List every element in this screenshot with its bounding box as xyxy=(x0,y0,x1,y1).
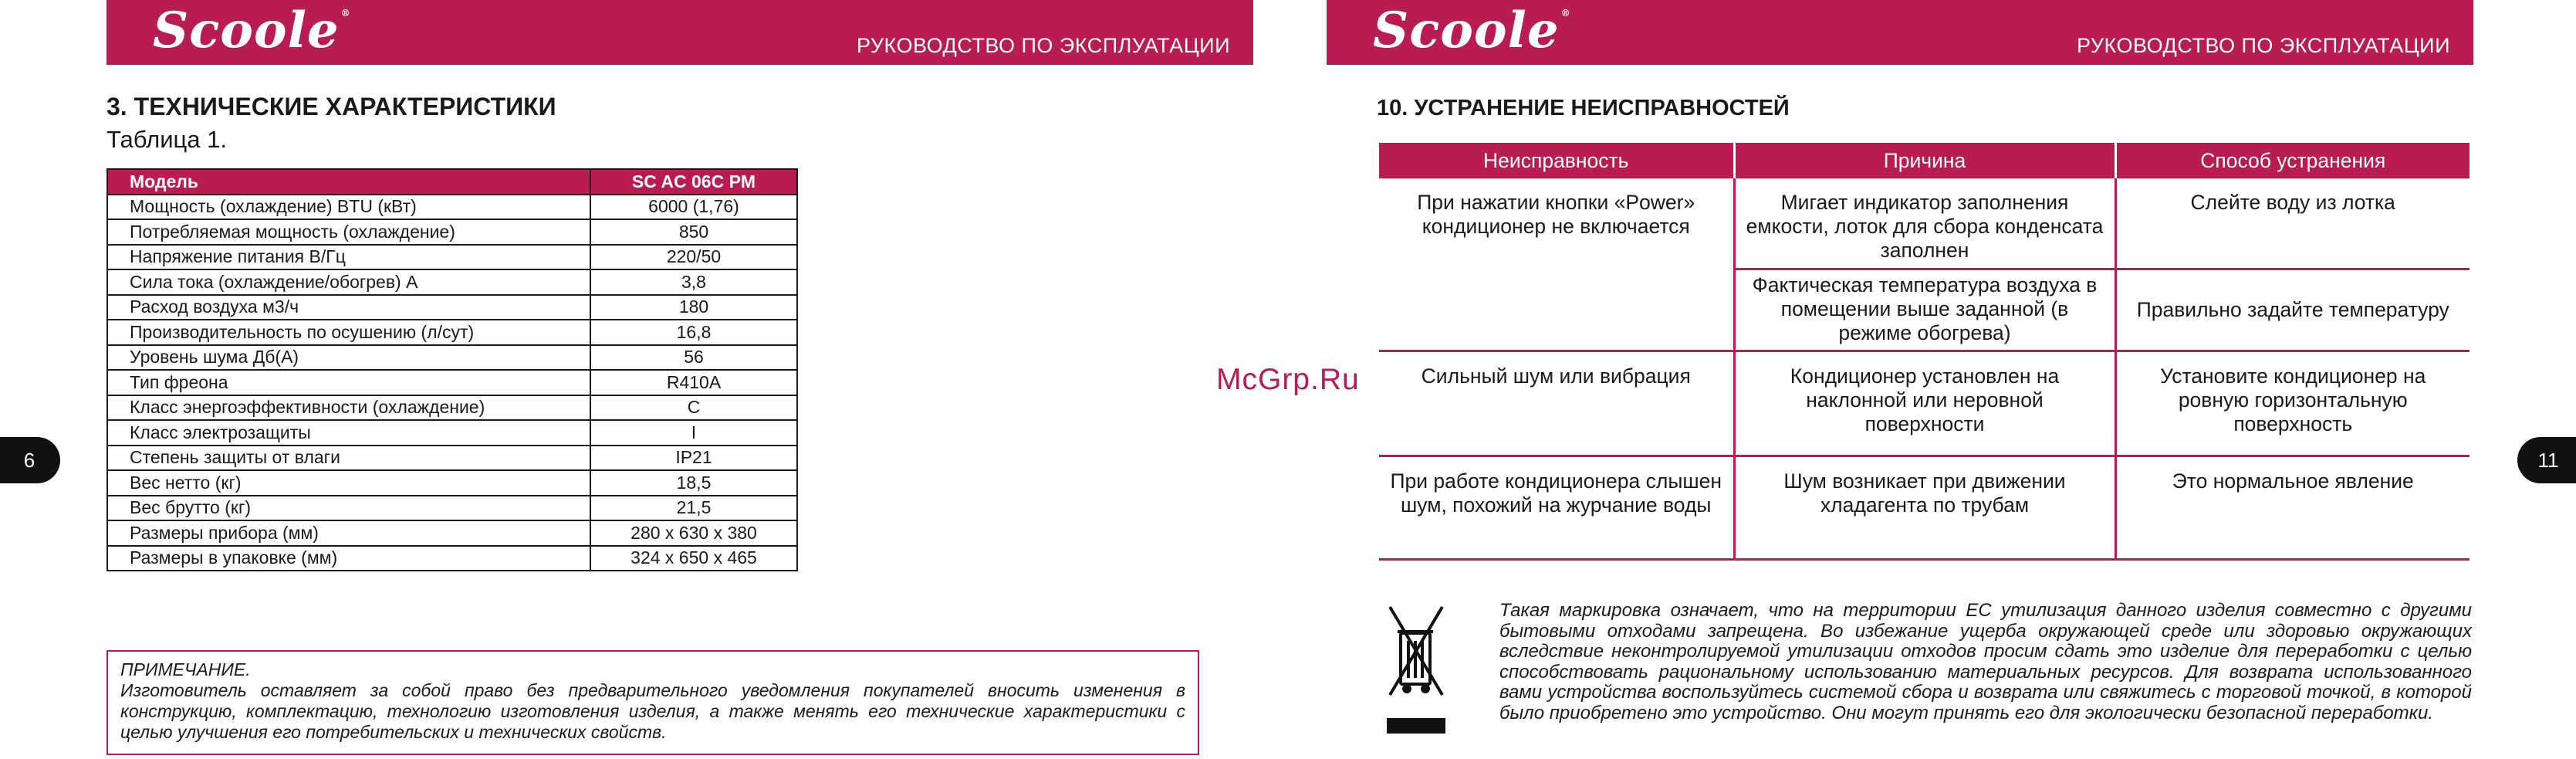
page-header xyxy=(106,0,1253,65)
table-caption: Таблица 1. xyxy=(106,126,228,153)
remedy-cell: Слейте воду из лотка xyxy=(2115,178,2470,269)
page-number-badge: 11 xyxy=(2517,437,2576,483)
row-label: Расход воздуха м3/ч xyxy=(107,295,590,320)
spec-table xyxy=(106,168,798,571)
note-title: ПРИМЕЧАНИЕ. xyxy=(120,659,251,679)
remedy-cell: Правильно задайте температуру xyxy=(2115,269,2470,351)
fault-cell: Сильный шум или вибрация xyxy=(1379,351,1734,456)
page-header xyxy=(1327,0,2473,65)
row-label: Напряжение питания В/Гц xyxy=(107,245,590,270)
table-row xyxy=(107,496,797,521)
header-label: Модель xyxy=(107,169,590,195)
section-title: 10. УСТРАНЕНИЕ НЕИСПРАВНОСТЕЙ xyxy=(1377,96,1790,120)
row-value: 280 x 630 x 380 xyxy=(590,520,797,546)
cause-cell: Фактическая температура воздуха в помещении выше заданной (в режиме обогрева) xyxy=(1734,269,2115,351)
table-row xyxy=(107,520,797,546)
table-row xyxy=(107,446,797,471)
row-label: Мощность (охлаждение) BTU (кВт) xyxy=(107,195,590,220)
table-row xyxy=(107,320,797,345)
cause-cell: Кондиционер установлен на наклонной или неровной поверхности xyxy=(1734,351,2115,456)
row-label: Производительность по осушению (л/сут) xyxy=(107,320,590,345)
disposal-notice: Такая маркировка означает, что на территории ЕС утилизация данного изделия совместно с другими бытовыми отходами запрещена. Во избежание ущерба окружающей среде или здоровью окружающих вследствие неконтролируемой утилизации отходов просим сдать это изделие для переработки с целью способствовать рациональному использованию материальных ресурсов. Для возврата использованного вами устройства воспользуйтесь системой сбора и возврата или свяжитесь с торговой точкой, в которой было приобретено это устройство. Они могут принять его для экологически безопасной переработки. xyxy=(1499,600,2472,723)
page-number-badge: 6 xyxy=(0,437,60,483)
table-row xyxy=(1379,456,2470,559)
table-row xyxy=(107,470,797,496)
table-row xyxy=(107,295,797,320)
table-row xyxy=(107,245,797,270)
row-value: I xyxy=(590,420,797,446)
fault-cell: При нажатии кнопки «Power» кондиционер не включается xyxy=(1379,178,1734,351)
row-value: 324 x 650 x 465 xyxy=(590,546,797,571)
table-row xyxy=(107,219,797,245)
table-row xyxy=(107,420,797,446)
row-label: Сила тока (охлаждение/обогрев) А xyxy=(107,269,590,295)
column-header-remedy: Способ устранения xyxy=(2115,143,2470,178)
table-row xyxy=(107,269,797,295)
column-header-cause: Причина xyxy=(1734,143,2115,178)
row-value: 21,5 xyxy=(590,496,797,521)
brand-logo: Scoole ® xyxy=(1373,2,1571,59)
table-header-row xyxy=(107,169,797,195)
table-row xyxy=(1379,178,2470,269)
row-value: 56 xyxy=(590,345,797,371)
table-row xyxy=(107,345,797,371)
fault-cell: При работе кондиционера слышен шум, похожий на журчание воды xyxy=(1379,456,1734,559)
remedy-cell: Это нормальное явление xyxy=(2115,456,2470,559)
table-header-row xyxy=(1379,143,2470,178)
row-value: 16,8 xyxy=(590,320,797,345)
manual-title: РУКОВОДСТВО ПО ЭКСПЛУАТАЦИИ xyxy=(2076,34,2450,57)
row-label: Степень защиты от влаги xyxy=(107,446,590,471)
crossed-out-bin-icon xyxy=(1385,602,1447,741)
row-value: 3,8 xyxy=(590,269,797,295)
row-value: 180 xyxy=(590,295,797,320)
cause-cell: Шум возникает при движении хладагента по трубам xyxy=(1734,456,2115,559)
row-label: Размеры прибора (мм) xyxy=(107,520,590,546)
note-box xyxy=(106,650,1199,755)
row-label: Класс электрозащиты xyxy=(107,420,590,446)
header-value: SC AC 06C PM xyxy=(590,169,797,195)
row-label: Размеры в упаковке (мм) xyxy=(107,546,590,571)
row-label: Тип фреона xyxy=(107,370,590,395)
row-value: R410A xyxy=(590,370,797,395)
section-title: 3. ТЕХНИЧЕСКИЕ ХАРАКТЕРИСТИКИ xyxy=(106,93,556,120)
row-label: Вес брутто (кг) xyxy=(107,496,590,521)
row-label: Класс энергоэффективности (охлаждение) xyxy=(107,395,590,421)
table-row xyxy=(107,546,797,571)
watermark: McGrp.Ru xyxy=(1216,363,1360,396)
row-value: C xyxy=(590,395,797,421)
manual-title: РУКОВОДСТВО ПО ЭКСПЛУАТАЦИИ xyxy=(856,34,1230,57)
row-label: Вес нетто (кг) xyxy=(107,470,590,496)
row-label: Потребляемая мощность (охлаждение) xyxy=(107,219,590,245)
row-value: IP21 xyxy=(590,446,797,471)
brand-logo: Scoole ® xyxy=(153,2,351,59)
remedy-cell: Установите кондиционер на ровную горизонтальную поверхность xyxy=(2115,351,2470,456)
table-row xyxy=(107,195,797,220)
cause-cell: Мигает индикатор заполнения емкости, лоток для сбора конденсата заполнен xyxy=(1734,178,2115,269)
row-value: 850 xyxy=(590,219,797,245)
note-text: Изготовитель оставляет за собой право без предварительного уведомления покупателей вносить изменения в конструкцию, комплектацию, технологию изготовления изделия, а также менять его технические характеристики с целью улучшения его потребительских и технических свойств. xyxy=(120,680,1185,742)
column-header-fault: Неисправность xyxy=(1379,143,1734,178)
row-label: Уровень шума Дб(А) xyxy=(107,345,590,371)
row-value: 18,5 xyxy=(590,470,797,496)
troubleshooting-table xyxy=(1379,143,2470,561)
table-row xyxy=(1379,351,2470,456)
row-value: 6000 (1,76) xyxy=(590,195,797,220)
row-value: 220/50 xyxy=(590,245,797,270)
table-row xyxy=(107,395,797,421)
table-row xyxy=(107,370,797,395)
